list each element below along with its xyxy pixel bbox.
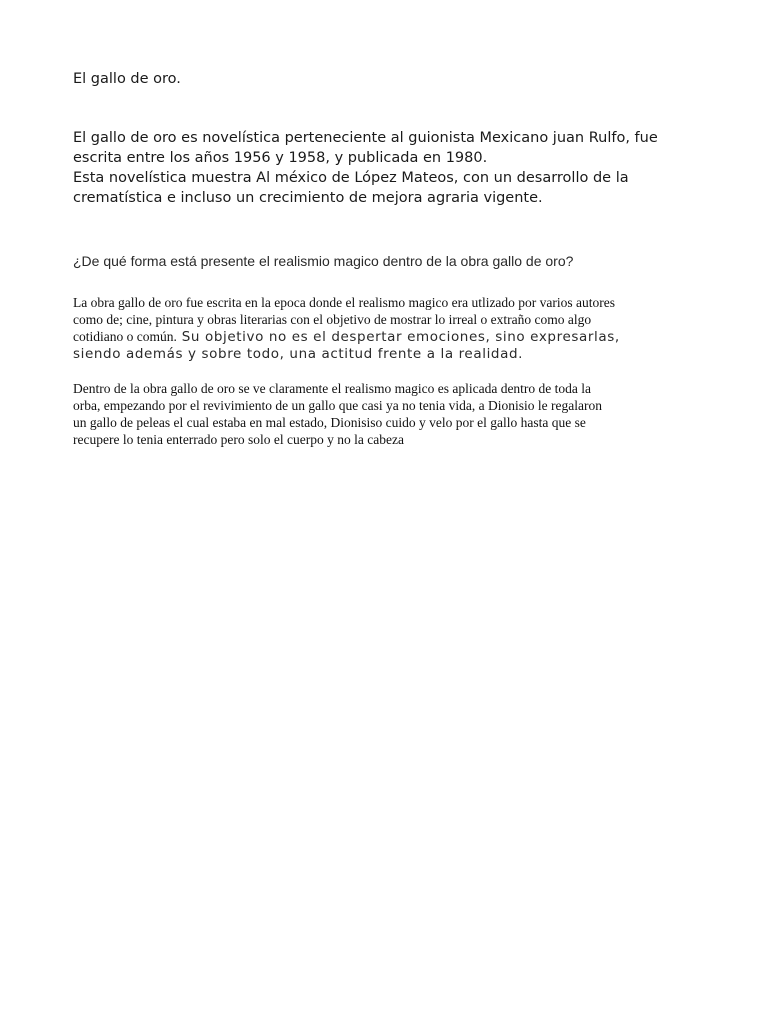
paragraph-line: un gallo de peleas el cual estaba en mal estado, Dionisiso cuido y velo por el gallo hasta que se [73, 415, 586, 430]
paragraph-line: La obra gallo de oro fue escrita en la epoca donde el realismo magico era utlizado por varios autores [73, 295, 616, 310]
paragraph-line-mixed [73, 328, 713, 346]
document-title: El gallo de oro. [73, 71, 181, 87]
intro-line: Esta novelística muestra Al méxico de López Mateos, con un desarrollo de la [73, 170, 629, 186]
paragraph-line: orba, empezando por el revivimiento de un gallo que casi ya no tenia vida, a Dionisio le regalaron [73, 398, 602, 413]
paragraph-fragment: Su objetivo no es el despertar emociones, sino expresarlas, [176, 329, 620, 345]
intro-line: El gallo de oro es novelística perteneciente al guionista Mexicano juan Rulfo, fue [73, 130, 658, 146]
intro-line: crematística e incluso un crecimiento de mejora agraria vigente. [73, 190, 543, 206]
intro-line: escrita entre los años 1956 y 1958, y publicada en 1980. [73, 150, 488, 166]
intro-paragraph [73, 128, 703, 208]
paragraph-line: siendo además y sobre todo, una actitud frente a la realidad. [73, 346, 524, 362]
paragraph-line: recupere lo tenia enterrado pero solo el cuerpo y no la cabeza [73, 432, 404, 447]
question-heading: ¿De qué forma está presente el realismio magico dentro de la obra gallo de oro? [73, 253, 574, 269]
paragraph-line: como de; cine, pintura y obras literarias con el objetivo de mostrar lo irreal o extraño como algo [73, 312, 592, 327]
paragraph-fragment: cotidiano o común. [73, 329, 177, 344]
paragraph-line: Dentro de la obra gallo de oro se ve claramente el realismo magico es aplicada dentro de toda la [73, 381, 592, 396]
paragraph-dentro-obra [73, 380, 713, 448]
paragraph-realismo [73, 294, 713, 363]
